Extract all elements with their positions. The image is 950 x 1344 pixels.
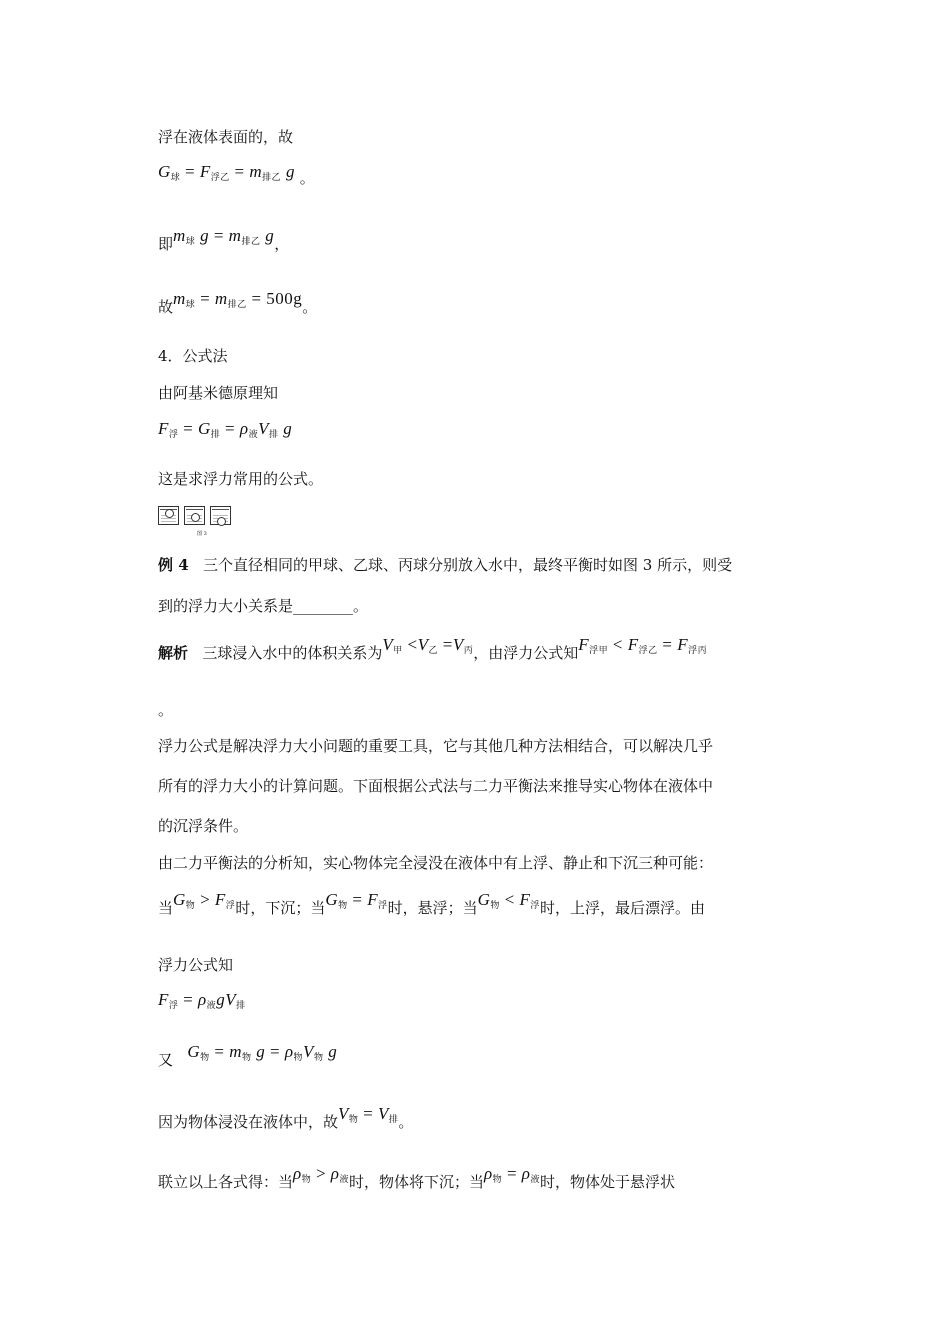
formula: $F_浮 = G_排 = \rho_液V_排$ g — [158, 419, 293, 439]
formula: $\rho_物 = \rho_液$ — [484, 1164, 540, 1184]
section-heading: 4．公式法 — [158, 347, 228, 365]
text-line: 由阿基米德原理知 — [158, 384, 279, 402]
formula-line: 故$m_球 = m_{排乙} = 500g$。 — [158, 289, 318, 316]
paragraph-line: 浮力公式是解决浮力大小问题的重要工具，它与其他几种方法相结合，可以解决几乎 — [158, 737, 714, 755]
analysis-line: 解析 三球浸入水中的体积关系为$V_甲 <V_乙 =V_丙$，由浮力公式知$F_{浮甲} < F_{浮乙} = F_{浮丙}$ — [158, 635, 708, 662]
formula-line: 又 $G_物 = m_物$ $g = \rho_物V_物$ g — [158, 1042, 338, 1069]
formula: $G_物 = F_浮$ — [325, 890, 388, 910]
formula: $m_球$ $g = m_{排乙}$ g — [173, 226, 275, 246]
formula: $V_甲 <V_乙 =V_丙$ — [382, 635, 474, 655]
formula-line: 因为物体浸没在液体中，故$V_物 = V_排$。 — [158, 1104, 414, 1131]
text-line: 浮力公式知 — [158, 956, 234, 974]
text-line: 浮在液体表面的，故 — [158, 128, 294, 146]
paragraph-line: 所有的浮力大小的计算问题。下面根据公式法与二力平衡法来推导实心物体在液体中 — [158, 777, 714, 795]
condition-line: 当$G_物 > F_浮$时，下沉；当$G_物 = F_浮$时，悬浮；当$G_物 < F_浮$时，上浮，最后漂浮。由 — [158, 890, 705, 917]
formula-line: 联立以上各式得：当$\rho_物 > \rho_液$时，物体将下沉；当$\rho_物 = \rho_液$时，物体处于悬浮状 — [158, 1164, 675, 1191]
text-line: 。 — [158, 701, 174, 719]
formula-line — [158, 990, 246, 1015]
formula: $G_物 = m_物$ $g = \rho_物V_物$ g — [187, 1042, 338, 1062]
example-line: 到的浮力大小关系是________。 — [158, 597, 369, 615]
formula-line: $G_球 = F_{浮乙} = m_{排乙}$ g 。 — [158, 162, 315, 187]
formula: $G_球 = F_{浮乙} = m_{排乙}$ g — [158, 162, 295, 182]
beaker-jia — [158, 506, 179, 525]
paragraph-line: 的沉浮条件。 — [158, 817, 249, 835]
formula: $\rho_物 > \rho_液$ — [293, 1164, 349, 1184]
formula-line — [158, 419, 292, 444]
formula: $G_物 > F_浮$ — [173, 890, 236, 910]
formula: $G_物 < F_浮$ — [477, 890, 540, 910]
example-line: 例 4 三个直径相同的甲球、乙球、丙球分别放入水中，最终平衡时如图 3 所示，则受 — [158, 556, 733, 574]
beaker-yi — [184, 506, 205, 525]
formula: $F_{浮甲} < F_{浮乙} = F_{浮丙}$ — [578, 635, 708, 655]
formula: $V_物 = V_排$ — [338, 1104, 399, 1124]
formula-line: 即$m_球$ $g = m_{排乙}$ g， — [158, 226, 290, 253]
text-line: 这是求浮力常用的公式。 — [158, 470, 324, 488]
formula: $m_球 = m_{排乙} = 500g$ — [173, 289, 303, 309]
formula: $F_浮 = \rho_液gV_排$ — [158, 990, 246, 1010]
figure-caption: 图 3 — [197, 531, 207, 537]
beaker-bing — [210, 506, 231, 525]
figure-3 — [158, 506, 231, 525]
paragraph-line: 由二力平衡法的分析知，实心物体完全浸没在液体中有上浮、静止和下沉三种可能： — [158, 854, 714, 872]
